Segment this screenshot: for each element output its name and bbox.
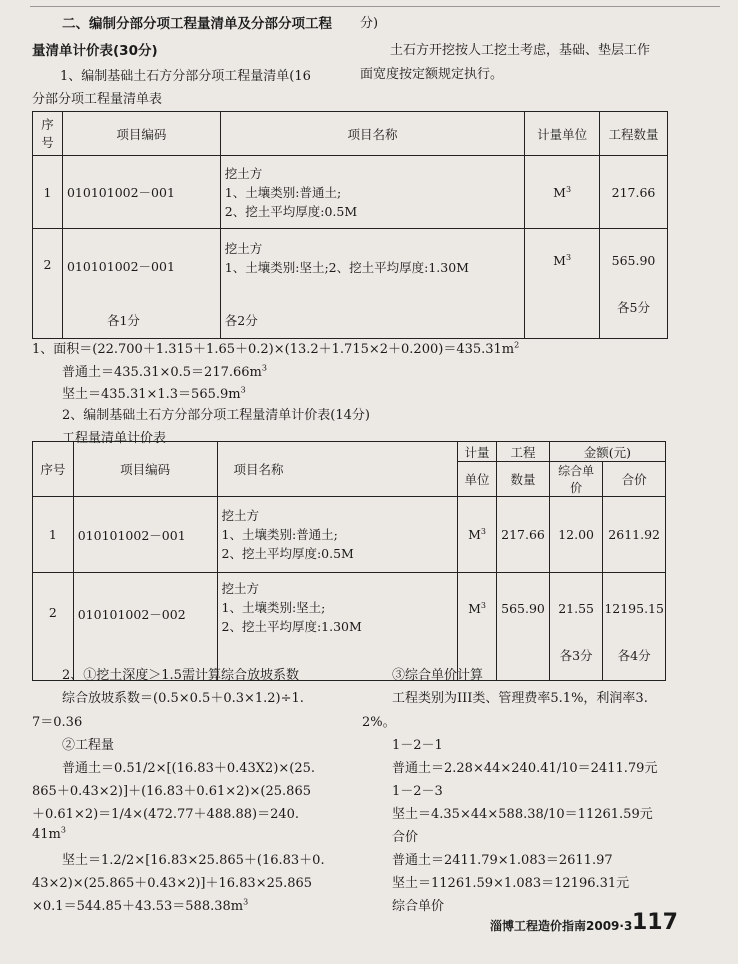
table1-row2-code: 010101002－001 [66, 259, 175, 274]
table2-row1-name1: 挖土方 [221, 508, 260, 523]
calc-normal [62, 364, 267, 382]
bl-line9: 坚土＝1.2/2×[16.83×25.865＋(16.83＋0. [62, 853, 325, 868]
calc-area-text: 1、面积＝(22.700＋1.315＋1.65＋0.2)×(13.2＋1.715×2＋0.200)＝435.31m [32, 342, 515, 357]
bl-line8 [32, 826, 66, 844]
br-line11: 综合单价 [392, 899, 445, 914]
table2-row2-name2: 1、土壤类别:坚土; [221, 600, 326, 615]
table2-row2-name1: 挖土方 [221, 581, 260, 596]
table1-score-code: 各1分 [106, 313, 140, 328]
br-line7: 坚土＝4.35×44×588.38/10＝11261.59元 [392, 807, 653, 822]
table1-row2-unit-text: M [553, 253, 566, 268]
table2-row1-code: 010101002－001 [73, 497, 217, 573]
table1-row1-name2: 1、土壤类别:普通土; [224, 184, 342, 200]
br-line6: 1－2－3 [392, 784, 443, 799]
top-rule [30, 0, 720, 7]
table2-row2-code: 010101002－002 [73, 573, 217, 681]
table2-header-amount: 金额(元) [549, 442, 665, 462]
table2-row2-total-cell [603, 573, 666, 681]
calc-hard-sup: 3 [240, 385, 246, 395]
table2-header-total: 合价 [603, 462, 666, 497]
table1-row2-no: 2 [33, 229, 63, 339]
table1-row2-qty: 565.90 [611, 253, 656, 268]
pricing-table [32, 441, 666, 681]
item2-table-title: 工程量清单计价表 [62, 431, 167, 446]
bl-line8-text: 41m [32, 827, 61, 842]
table-row [33, 156, 668, 229]
table1-header-row [33, 112, 668, 156]
table2-header-qty-bot: 数量 [497, 462, 550, 497]
table1-header-unit: 计量单位 [525, 112, 600, 156]
bl-line3: 7＝0.36 [32, 715, 83, 730]
table2-header-no: 序号 [33, 442, 74, 497]
table1-score-name: 各2分 [224, 313, 258, 328]
table2-score-total: 各4分 [617, 648, 651, 663]
note-line3: 面宽度按定额规定执行。 [360, 67, 504, 82]
br-line10: 坚土＝11261.59×1.083＝12196.31元 [392, 876, 630, 891]
table2-row1-unit-sup: 3 [480, 526, 486, 536]
bl-line6: 865＋0.43×2)]＋(16.83＋0.61×2)×(25.865 [32, 784, 311, 799]
table2-row2-unit-sup: 3 [480, 600, 486, 610]
table1-row2-name [220, 229, 524, 339]
table1-header-no: 序号 [41, 116, 54, 150]
table2-header-qty-top: 工程 [497, 442, 550, 462]
table2-row1-no: 1 [33, 497, 74, 573]
table1-row1-no: 1 [33, 156, 63, 229]
table1-row2-code-cell [62, 229, 220, 339]
br-line5: 普通土＝2.28×44×240.41/10＝2411.79元 [392, 761, 658, 776]
table2-row2-total: 12195.15 [604, 601, 664, 616]
table1-row2-name1: 挖土方 [224, 241, 263, 256]
bl-line2: 综合放坡系数＝(0.5×0.5＋0.3×1.2)÷1. [62, 691, 304, 706]
table2-row2-price-cell [549, 573, 602, 681]
table1-header-name: 项目名称 [220, 112, 524, 156]
table1-row2-unit [525, 229, 600, 339]
table2-row2-no: 2 [33, 573, 74, 681]
table1-row1-name1: 挖土方 [224, 165, 263, 181]
table2-row2-name3: 2、挖土平均厚度:1.30M [221, 619, 362, 634]
bl-line4: ②工程量 [62, 738, 115, 753]
calc-hard [62, 386, 246, 404]
item1-line1: 1、编制基础土石方分部分项工程量清单(16 [60, 69, 311, 84]
table2-header-unit-top: 计量 [457, 442, 496, 462]
bl-line11-text: ×0.1＝544.85＋43.53＝588.38m [32, 899, 244, 914]
br-line2: 工程类别为III类、管理费率5.1%，利润率3. [392, 691, 648, 706]
br-line1: ③综合单价计算 [392, 668, 484, 683]
table1-row1-unit [525, 156, 600, 229]
table1-score-qty: 各5分 [617, 300, 650, 315]
item2-heading: 2、编制基础土石方分部分项工程量清单计价表(14分) [62, 408, 370, 423]
table2-row1-name3: 2、挖土平均厚度:0.5M [221, 546, 354, 561]
table-row [33, 229, 668, 339]
table1-row1-unit-text: M [553, 184, 566, 200]
page-number: 117 [632, 910, 678, 935]
item1-line2: 分部分项工程量清单表 [32, 92, 163, 107]
table2-header-unit-bot: 单位 [457, 462, 496, 497]
bl-line8-sup: 3 [60, 825, 66, 835]
br-line9: 普通土＝2411.79×1.083＝2611.97 [392, 853, 613, 868]
table2-row1-qty: 217.66 [497, 497, 550, 573]
table1-row1-code: 010101002－001 [62, 156, 220, 229]
bl-line7: ＋0.61×2)＝1/4×(472.77＋488.88)＝240. [32, 807, 300, 822]
section-heading-line2: 量清单计价表(30分) [32, 43, 158, 59]
bl-line10: 43×2)×(25.865＋0.43×2)]＋16.83×25.865 [32, 876, 313, 891]
table2-header-code: 项目编码 [73, 442, 217, 497]
br-line8: 合价 [392, 830, 419, 845]
table2-row2-name [217, 573, 457, 681]
table2-score-price: 各3分 [559, 648, 593, 663]
table-row [33, 573, 666, 681]
table2-row1-price: 12.00 [549, 497, 602, 573]
calc-normal-text: 普通土＝435.31×0.5＝217.66m [62, 365, 262, 380]
table-row [33, 497, 666, 573]
table1-row1-name [220, 156, 524, 229]
table2-row1-unit-text: M [468, 527, 481, 542]
table2-row1-name2: 1、土壤类别:普通土; [221, 527, 338, 542]
bl-line1: 2、①挖土深度＞1.5需计算综合放坡系数 [62, 668, 299, 683]
table1-row1-unit-sup: 3 [565, 184, 572, 194]
table1-row2-name2: 1、土壤类别:坚土;2、挖土平均厚度:1.30M [224, 260, 469, 275]
journal-footer: 淄博工程造价指南2009·3 [490, 919, 633, 933]
table2-header-price: 综合单价 [549, 462, 602, 497]
table2-row2-unit-text: M [468, 601, 481, 616]
calc-normal-sup: 3 [261, 363, 267, 373]
table1-row2-unit-sup: 3 [565, 252, 572, 262]
table1-row2-qty-cell [600, 229, 668, 339]
table2-header-row1 [33, 442, 666, 462]
calc-hard-text: 坚土＝435.31×1.3＝565.9m [62, 387, 241, 402]
table2-row1-total: 2611.92 [603, 497, 666, 573]
note-line2: 土石方开挖按人工挖土考虑，基础、垫层工作 [390, 43, 651, 58]
calc-area [32, 341, 519, 359]
note-line1: 分) [360, 16, 379, 31]
table2-row1-name [217, 497, 457, 573]
br-line3: 2%。 [362, 715, 396, 730]
table1-header-code: 项目编码 [62, 112, 220, 156]
bl-line11 [32, 898, 248, 916]
table2-row2-price: 21.55 [558, 601, 594, 616]
table2-row2-unit [457, 573, 496, 681]
bl-line5: 普通土＝0.51/2×[(16.83＋0.43X2)×(25. [62, 761, 316, 776]
table1-row1-qty: 217.66 [600, 156, 668, 229]
table2-header-name: 项目名称 [217, 442, 457, 497]
section-heading-line1: 二、编制分部分项工程量清单及分部分项工程 [62, 16, 332, 32]
bl-line11-sup: 3 [243, 897, 249, 907]
br-line4: 1－2－1 [392, 738, 443, 753]
calc-area-sup: 2 [514, 340, 520, 350]
quantity-list-table [32, 111, 668, 339]
table1-header-qty: 工程数量 [600, 112, 668, 156]
table2-row2-qty: 565.90 [497, 573, 550, 681]
table2-row1-unit [457, 497, 496, 573]
table1-row1-name3: 2、挖土平均厚度:0.5M [224, 203, 358, 219]
